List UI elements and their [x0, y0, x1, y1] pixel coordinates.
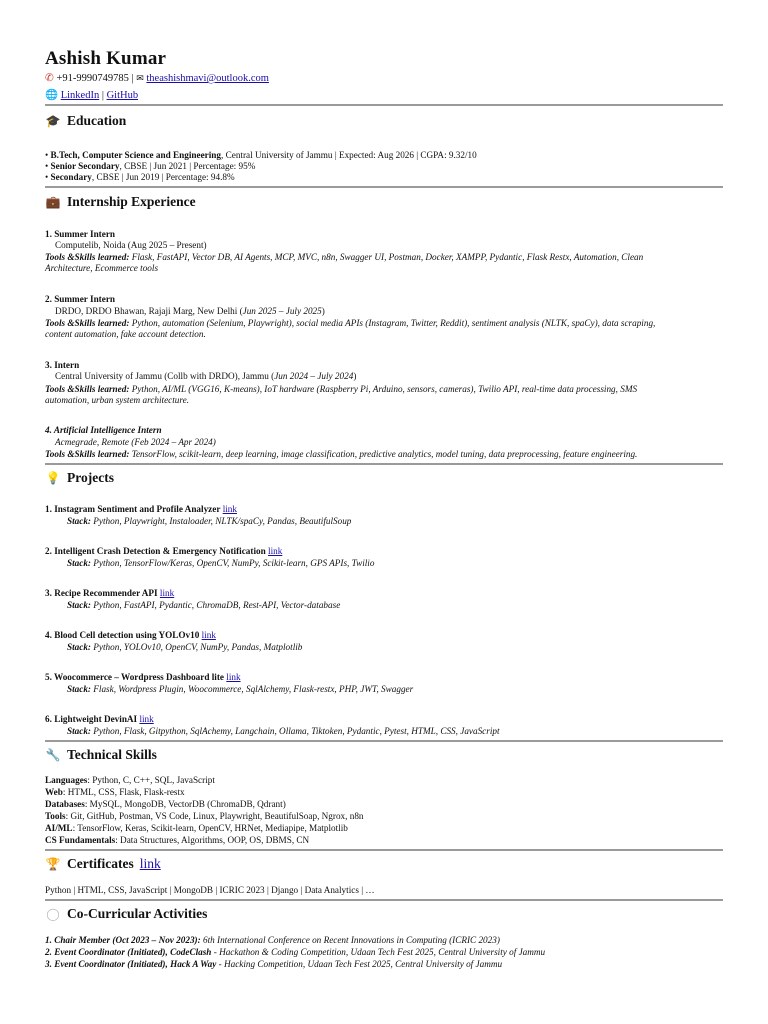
divider: [45, 849, 723, 851]
section-education-heading: 🎓 Education: [45, 113, 127, 128]
activity-item: 3. Event Coordinator (Initiated), Hack A Way - Hacking Competition, Udaan Tech Fest 2025, Central University of Jammu: [45, 959, 503, 969]
globe-icon: 🌐: [45, 90, 59, 101]
certificates-link[interactable]: link: [139, 856, 161, 871]
internship-role: 1. Summer Intern: [45, 229, 116, 239]
phone-icon: ✆: [45, 73, 54, 84]
email-link[interactable]: theashishmavi@outlook.com: [146, 73, 269, 84]
project-title: 4. Blood Cell detection using YOLOv10 link: [45, 630, 216, 640]
internship-skills-cont: content automation, fake account detection.: [45, 329, 206, 339]
internship-role: 2. Summer Intern: [45, 294, 116, 304]
project-stack: Stack: Python, Flask, Gitpython, SqlAchemy, Langchain, Ollama, Tiktoken, Pydantic, Pytest, HTML, CSS, JavaScript: [67, 726, 500, 736]
skill-row: Databases: MySQL, MongoDB, VectorDB (ChromaDB, Qdrant): [45, 799, 286, 809]
section-skills-heading: 🔧 Technical Skills: [45, 747, 157, 762]
project-link[interactable]: link: [139, 714, 154, 724]
phone-number: +91-9990749785: [56, 73, 129, 84]
education-item: • Senior Secondary, CBSE | Jun 2021 | Percentage: 95%: [45, 161, 256, 171]
section-projects-heading: 💡 Projects: [45, 470, 114, 485]
project-title: 2. Intelligent Crash Detection & Emergency Notification link: [45, 546, 283, 556]
skill-row: Web: HTML, CSS, Flask, Flask-restx: [45, 787, 185, 797]
project-link[interactable]: link: [222, 504, 237, 514]
lightbulb-icon: 💡: [45, 470, 61, 485]
project-stack: Stack: Python, Playwright, Instaloader, NLTK/spaCy, Pandas, BeautifulSoup: [67, 516, 352, 526]
internship-role: 4. Artificial Intelligence Intern: [45, 425, 162, 435]
github-link[interactable]: GitHub: [106, 90, 139, 101]
activity-item: 2. Event Coordinator (Initiated), CodeClash - Hackathon & Coding Competition, Udaan Tech Fest 2025, Central University of Jammu: [45, 947, 546, 957]
circle-icon: ◯: [46, 906, 60, 921]
profile-links-line: 🌐 LinkedIn | GitHub: [45, 90, 139, 101]
certificates-list: Python | HTML, CSS, JavaScript | MongoDB | ICRIC 2023 | Django | Data Analytics | …: [45, 885, 375, 895]
graduation-cap-icon: 🎓: [45, 113, 61, 128]
internship-place: Computelib, Noida (Aug 2025 – Present): [55, 240, 207, 250]
candidate-name: Ashish Kumar: [45, 48, 167, 69]
internship-skills: Tools &Skills learned: Python, automation (Selenium, Playwright), social media APIs (Instagram, Twitter, Reddit), sentiment analysis (NLTK, spaCy), data scraping,: [45, 318, 656, 328]
skill-row: AI/ML: TensorFlow, Keras, Scikit-learn, OpenCV, HRNet, Mediapipe, Matplotlib: [45, 823, 348, 833]
project-title: 3. Recipe Recommender API link: [45, 588, 175, 598]
internship-skills-cont: automation, urban system architecture.: [45, 395, 190, 405]
divider: [45, 463, 723, 465]
education-item: • Secondary, CBSE | Jun 2019 | Percentage: 94.8%: [45, 172, 235, 182]
internship-place: Acmegrade, Remote (Feb 2024 – Apr 2024): [55, 437, 216, 447]
internship-skills: Tools &Skills learned: TensorFlow, scikit-learn, deep learning, image classification, predictive analytics, model tuning, data preprocessing, feature engineering.: [45, 449, 638, 459]
section-activities-heading: ◯ Co-Curricular Activities: [46, 906, 208, 921]
project-link[interactable]: link: [201, 630, 216, 640]
divider: [45, 740, 723, 742]
project-title: 6. Lightweight DevinAI link: [45, 714, 154, 724]
divider: [45, 186, 723, 188]
project-stack: Stack: Python, TensorFlow/Keras, OpenCV, NumPy, Scikit-learn, GPS APIs, Twilio: [67, 558, 375, 568]
internship-skills: Tools &Skills learned: Python, AI/ML (VGG16, K-means), IoT hardware (Raspberry Pi, Arduino, sensors, cameras), Twilio API, real-time data processing, SMS: [45, 384, 638, 394]
contact-line: ✆ +91-9990749785 | ✉ theashishmavi@outlook.com: [45, 73, 269, 84]
linkedin-link[interactable]: LinkedIn: [60, 90, 100, 101]
internship-role: 3. Intern: [45, 360, 80, 370]
divider: [45, 104, 723, 106]
skill-row: Languages: Python, C, C++, SQL, JavaScript: [45, 775, 215, 785]
project-link[interactable]: link: [226, 672, 241, 682]
project-stack: Stack: Flask, Wordpress Plugin, Woocommerce, SqlAlchemy, Flask-restx, PHP, JWT, Swagger: [67, 684, 414, 694]
tools-icon: 🔧: [45, 747, 61, 762]
section-certificates-heading: 🏆 Certificates link: [45, 856, 161, 871]
envelope-icon: ✉: [136, 73, 144, 83]
internship-place: DRDO, DRDO Bhawan, Rajaji Marg, New Delhi (Jun 2025 – July 2025): [55, 306, 325, 316]
skill-row: Tools: Git, GitHub, Postman, VS Code, Linux, Playwright, BeautifulSoap, Ngrox, n8n: [45, 811, 364, 821]
internship-skills: Tools &Skills learned: Flask, FastAPI, Vector DB, AI Agents, MCP, MVC, n8n, Swagger UI, Postman, Docker, XAMPP, Pydantic, Flask Restx, Automation, Clean: [45, 252, 644, 262]
trophy-icon: 🏆: [45, 856, 61, 871]
divider: [45, 899, 723, 901]
skill-row: CS Fundamentals: Data Structures, Algorithms, OOP, OS, DBMS, CN: [45, 835, 310, 845]
project-title: 1. Instagram Sentiment and Profile Analyzer link: [45, 504, 237, 514]
project-link[interactable]: link: [159, 588, 175, 598]
project-title: 5. Woocommerce – Wordpress Dashboard lite link: [45, 672, 241, 682]
project-stack: Stack: Python, FastAPI, Pydantic, ChromaDB, Rest-API, Vector-database: [67, 600, 341, 610]
education-item: • B.Tech, Computer Science and Engineering, Central University of Jammu | Expected: Aug 2026 | CGPA: 9.32/10: [45, 150, 477, 160]
activity-item: 1. Chair Member (Oct 2023 – Nov 2023): 6th International Conference on Recent Innovations in Computing (ICRIC 2023): [45, 935, 500, 945]
internship-skills-cont: Architecture, Ecommerce tools: [45, 263, 159, 273]
project-stack: Stack: Python, YOLOv10, OpenCV, NumPy, Pandas, Matplotlib: [67, 642, 303, 652]
project-link[interactable]: link: [268, 546, 283, 556]
briefcase-icon: 💼: [45, 194, 61, 209]
section-internship-heading: 💼 Internship Experience: [45, 194, 196, 209]
internship-place: Central University of Jammu (Collb with DRDO), Jammu (Jun 2024 – July 2024): [55, 371, 357, 381]
